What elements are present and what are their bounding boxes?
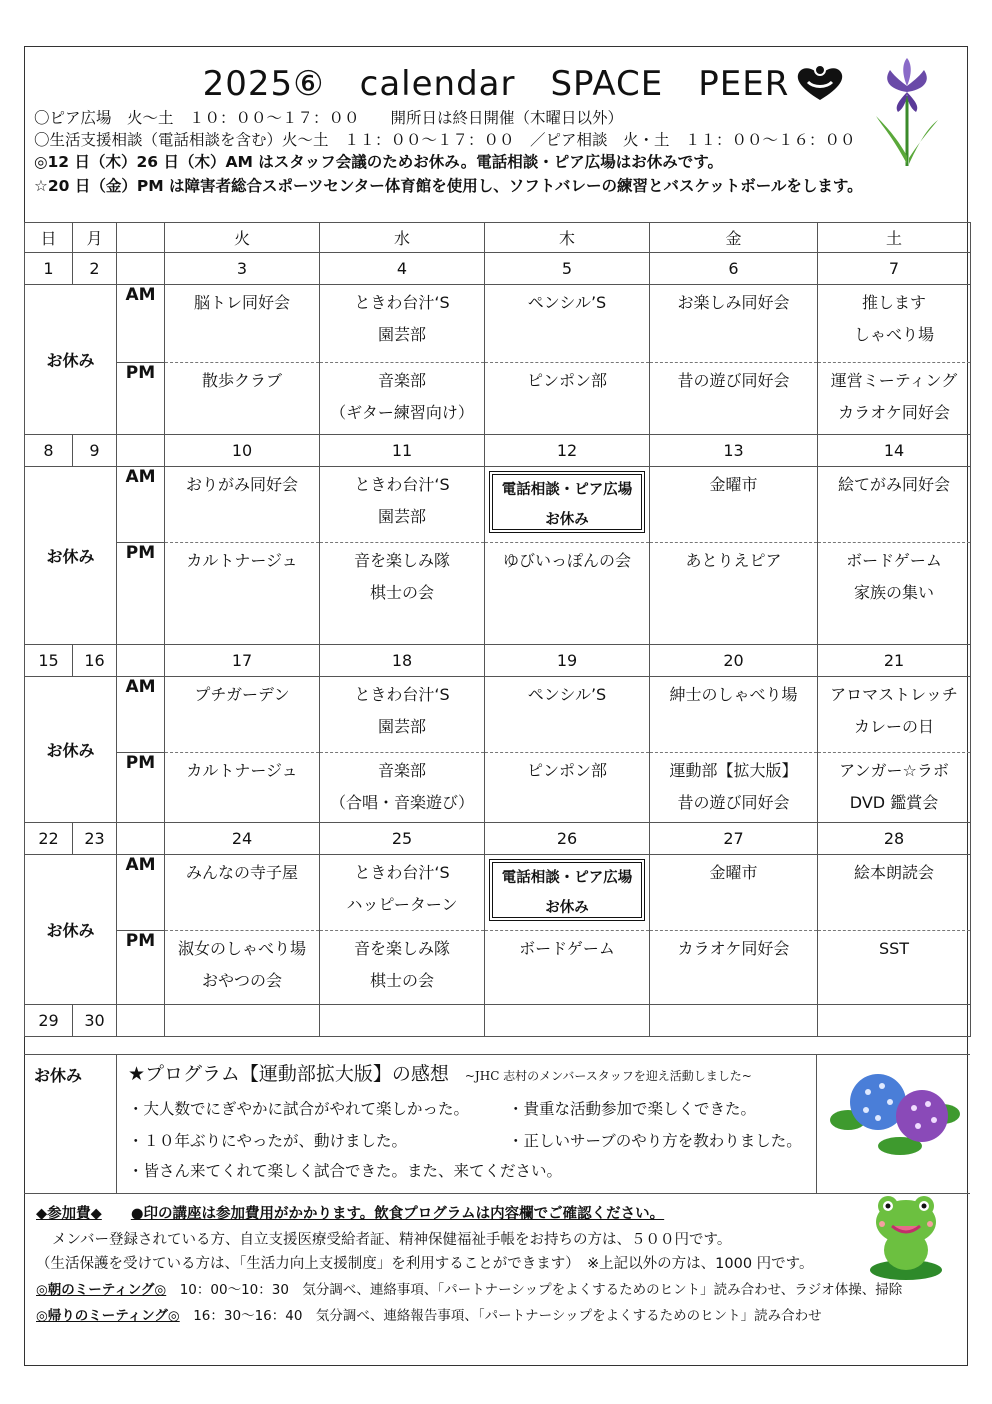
event-line: 音を楽しみ隊: [353, 939, 450, 958]
event-line: 淑女のしゃべり場: [177, 939, 306, 958]
date-sunday: 15: [25, 645, 73, 677]
event-cell: [165, 363, 320, 435]
event-line: しゃべり場: [853, 325, 934, 344]
date-sunday: 29: [25, 1005, 73, 1037]
event-cell: [650, 285, 818, 363]
event-line: あとりえピア: [685, 551, 782, 570]
event-line: カレーの日: [853, 717, 934, 736]
event-line: ハッピーターン: [346, 895, 458, 914]
feedback-item: ・皆さん来てくれて楽しく試合できた。また、来てください。: [128, 1162, 563, 1180]
event-line: 紳士のしゃべり場: [669, 685, 798, 704]
date-cell: 10: [165, 435, 320, 467]
event-text: [165, 543, 319, 577]
morning-meeting: ◎朝のミーティング◎ 10：00〜10：30 気分調べ、連絡事項、「パートナーシップをよくするためのヒント」読み合わせ、ラジオ体操、掃除: [36, 1282, 903, 1298]
event-line: 音楽部: [377, 371, 426, 390]
event-text: [320, 931, 484, 997]
date-monday: 16: [73, 645, 117, 677]
date-cell: 14: [818, 435, 971, 467]
date-sunday: 8: [25, 435, 73, 467]
date-monday: 9: [73, 435, 117, 467]
event-cell: [320, 677, 485, 753]
event-cell: [485, 363, 650, 435]
event-line: ゆびいっぽんの会: [502, 551, 631, 570]
am-label: AM: [117, 467, 165, 543]
event-line: 音楽部: [377, 761, 426, 780]
date-spacer: [117, 823, 165, 855]
event-text: [650, 677, 817, 711]
event-line: ときわ台汁‘S: [354, 685, 450, 704]
event-cell: [650, 467, 818, 543]
date-cell: 11: [320, 435, 485, 467]
event-cell: [818, 467, 971, 543]
event-text: [320, 543, 484, 609]
event-cell: [320, 363, 485, 435]
date-spacer: [117, 435, 165, 467]
closed-notice: [489, 471, 645, 533]
fee-line-2: （生活保護を受けている方は、「生活力向上支援制度」を利用することができます） ※上記以外の方は、1000 円です。: [36, 1256, 814, 1272]
event-line: 音を楽しみ隊: [353, 551, 450, 570]
event-line: 電話相談・ピア広場: [501, 870, 633, 886]
event-line: 園芸部: [377, 325, 426, 344]
event-line: 脳トレ同好会: [193, 293, 290, 312]
event-cell: [485, 855, 650, 931]
date-cell: 13: [650, 435, 818, 467]
event-text: [818, 677, 970, 743]
feedback-note: ~JHC 志村のメンバースタッフを迎え活動しました~: [464, 1069, 752, 1083]
event-text: [165, 285, 319, 319]
event-cell: [650, 677, 818, 753]
event-cell: [485, 753, 650, 823]
event-text: [650, 931, 817, 965]
event-line: アンガー☆ラボ: [839, 761, 949, 780]
date-cell: 26: [485, 823, 650, 855]
event-cell: [818, 543, 971, 645]
event-cell: [818, 363, 971, 435]
date-sunday: 1: [25, 253, 73, 285]
event-line: ピンポン部: [526, 761, 607, 780]
event-line: 絵本朗読会: [853, 863, 934, 882]
event-cell: [320, 467, 485, 543]
event-cell: [650, 753, 818, 823]
event-cell: [650, 543, 818, 645]
event-cell: [320, 855, 485, 931]
event-line: カラオケ同好会: [677, 939, 790, 958]
date-monday: 30: [73, 1005, 117, 1037]
event-cell: [818, 677, 971, 753]
event-cell: [165, 677, 320, 753]
event-line: プチガーデン: [194, 685, 290, 704]
event-line: ボードゲーム: [519, 939, 615, 958]
event-cell: [165, 855, 320, 931]
hydrangea-icon: [830, 1064, 960, 1156]
event-line: 金曜市: [709, 475, 758, 494]
date-monday: 2: [73, 253, 117, 285]
event-text: [818, 543, 970, 609]
event-line: 運営ミーティング: [830, 371, 958, 390]
open-hours-line: 〇ピア広場 火〜土 １０：００〜１７：００ 開所日は終日開催（木曜日以外）: [34, 109, 624, 127]
fee-line-1: メンバー登録されている方、自立支援医療受給者証、精神保健福祉手帳をお持ちの方は、５００円です。: [52, 1232, 732, 1248]
pm-label: PM: [117, 363, 165, 435]
date-cell: 3: [165, 253, 320, 285]
pm-label: PM: [117, 543, 165, 645]
day-off-label: お休み: [34, 1066, 83, 1085]
date-cell-empty: [320, 1005, 485, 1037]
event-line: ときわ台汁‘S: [354, 863, 450, 882]
event-text: [165, 855, 319, 889]
feedback-item: ・大人数でにぎやかに試合がやれて楽しかった。: [128, 1100, 470, 1118]
event-cell: [818, 753, 971, 823]
date-cell: 17: [165, 645, 320, 677]
event-line: カルトナージュ: [186, 551, 298, 570]
event-line: 棋士の会: [369, 971, 434, 990]
event-text: [320, 753, 484, 819]
day-off-label: お休み: [25, 467, 117, 645]
feedback-title: ★プログラム【運動部拡大版】の感想 ~JHC 志村のメンバースタッフを迎え活動しました~: [128, 1063, 752, 1085]
event-cell: [485, 467, 650, 543]
day-off-label: お休み: [25, 855, 117, 1005]
weekday-header: 水: [320, 223, 485, 253]
event-cell: [320, 753, 485, 823]
event-text: [650, 855, 817, 889]
event-text: [818, 285, 970, 351]
event-cell: [485, 285, 650, 363]
date-sunday: 22: [25, 823, 73, 855]
closed-notice: [489, 859, 645, 921]
feedback-item: ・正しいサーブのやり方を教わりました。: [508, 1132, 802, 1150]
event-cell: [818, 855, 971, 931]
feedback-item: ・貴重な活動参加で楽しくできた。: [508, 1100, 757, 1118]
event-text: [650, 543, 817, 577]
event-line: ペンシル’S: [527, 293, 607, 312]
date-cell: 19: [485, 645, 650, 677]
date-monday: 23: [73, 823, 117, 855]
date-cell: 4: [320, 253, 485, 285]
event-text: [485, 363, 649, 397]
event-line: おりがみ同好会: [185, 475, 298, 494]
event-cell: [165, 931, 320, 1005]
event-line: カラオケ同好会: [838, 403, 950, 422]
date-cell: 25: [320, 823, 485, 855]
date-cell-empty: [165, 1005, 320, 1037]
date-cell: 12: [485, 435, 650, 467]
event-cell: [650, 855, 818, 931]
date-cell-empty: [117, 1005, 165, 1037]
event-cell: [818, 285, 971, 363]
event-text: [320, 285, 484, 351]
date-cell: 27: [650, 823, 818, 855]
am-label: AM: [117, 677, 165, 753]
event-cell: [485, 677, 650, 753]
event-cell: [485, 931, 650, 1005]
event-line: （合唱・音楽遊び）: [329, 793, 474, 812]
event-text: [165, 363, 319, 397]
event-cell: [165, 285, 320, 363]
event-line: ときわ台汁‘S: [354, 293, 450, 312]
calendar-table: [24, 222, 971, 1037]
event-cell: [320, 543, 485, 645]
event-cell: [165, 753, 320, 823]
page-title: 2025⑥ calendar SPACE PEER: [202, 64, 790, 104]
pm-label: PM: [117, 931, 165, 1005]
am-label: AM: [117, 855, 165, 931]
event-cell: [165, 543, 320, 645]
evening-meeting: ◎帰りのミーティング◎ 16：30〜16：40 気分調べ、連絡報告事項、「パートナーシップをよくするためのヒント」読み合わせ: [36, 1308, 822, 1324]
date-cell: 6: [650, 253, 818, 285]
event-text: [485, 285, 649, 319]
event-text: [818, 931, 970, 965]
event-cell: [485, 543, 650, 645]
event-text: [165, 753, 319, 787]
event-line: 運動部【拡大版】: [669, 761, 798, 780]
event-text: [485, 753, 649, 787]
event-text: [165, 677, 319, 711]
event-line: みんなの寺子屋: [185, 863, 298, 882]
event-text: [485, 677, 649, 711]
staff-meeting-notice: ◎12 日（木）26 日（木）AM はスタッフ会議のためお休み。電話相談・ピア広場はお休みです。: [34, 153, 723, 171]
event-line: DVD 鑑賞会: [849, 793, 939, 812]
event-text: [165, 467, 319, 501]
event-cell: [650, 931, 818, 1005]
event-line: 金曜市: [709, 863, 758, 882]
event-cell: [650, 363, 818, 435]
weekday-header: 月: [73, 223, 117, 253]
feedback-item: ・１０年ぶりにやったが、動けました。: [128, 1132, 408, 1150]
am-label: AM: [117, 285, 165, 363]
consultation-hours-line: 〇生活支援相談（電話相談を含む）火〜土 １１：００〜１７：００ ／ピア相談 火・土 １１：００〜１６：００: [34, 131, 856, 149]
weekday-header: 金: [650, 223, 818, 253]
peer-logo-icon: [794, 62, 846, 102]
event-text: [818, 855, 970, 889]
frog-icon: [866, 1192, 946, 1282]
day-off-label: お休み: [25, 285, 117, 435]
event-text: [320, 467, 484, 533]
event-line: お休み: [545, 900, 589, 916]
event-cell: [320, 931, 485, 1005]
event-line: カルトナージュ: [186, 761, 298, 780]
event-line: お休み: [545, 512, 589, 528]
event-line: 昔の遊び同好会: [677, 793, 790, 812]
weekday-header: 木: [485, 223, 650, 253]
date-cell-empty: [485, 1005, 650, 1037]
feedback-section: [24, 1054, 970, 1193]
event-line: 棋士の会: [369, 583, 434, 602]
event-line: SST: [878, 939, 910, 958]
event-line: おやつの会: [201, 971, 282, 990]
event-text: [818, 753, 970, 819]
event-text: [320, 363, 484, 429]
event-cell: [320, 285, 485, 363]
date-cell: 7: [818, 253, 971, 285]
date-cell: 18: [320, 645, 485, 677]
event-text: [650, 467, 817, 501]
fee-notice: ◆参加費◆ ●印の講座は参加費用がかかります。飲食プログラムは内容欄でご確認ください。: [36, 1206, 665, 1222]
event-line: 園芸部: [377, 507, 426, 526]
date-spacer: [117, 645, 165, 677]
event-line: 絵てがみ同好会: [837, 475, 950, 494]
weekday-header: 火: [165, 223, 320, 253]
event-text: [650, 363, 817, 397]
event-line: 家族の集い: [853, 583, 934, 602]
day-off-label: お休み: [25, 677, 117, 823]
date-cell: 21: [818, 645, 971, 677]
pm-label: PM: [117, 753, 165, 823]
event-cell: [818, 931, 971, 1005]
event-text: [320, 677, 484, 743]
event-line: 電話相談・ピア広場: [501, 482, 633, 498]
event-line: アロマストレッチ: [830, 685, 958, 704]
event-line: ボードゲーム: [846, 551, 942, 570]
event-text: [165, 931, 319, 997]
event-text: [485, 543, 649, 577]
event-text: [485, 931, 649, 965]
event-text: [818, 467, 970, 501]
date-cell: 24: [165, 823, 320, 855]
date-cell-empty: [650, 1005, 818, 1037]
date-cell: 28: [818, 823, 971, 855]
event-line: （ギター練習向け）: [330, 403, 474, 422]
event-cell: [165, 467, 320, 543]
date-cell-empty: [818, 1005, 971, 1037]
event-line: 散歩クラブ: [201, 371, 282, 390]
event-line: ピンポン部: [526, 371, 607, 390]
event-text: [320, 855, 484, 921]
event-line: お楽しみ同好会: [677, 293, 790, 312]
date-spacer: [117, 253, 165, 285]
weekday-header: 土: [818, 223, 971, 253]
event-line: ときわ台汁‘S: [354, 475, 450, 494]
date-cell: 20: [650, 645, 818, 677]
event-line: 昔の遊び同好会: [677, 371, 790, 390]
weekday-header: [117, 223, 165, 253]
event-text: [650, 285, 817, 319]
date-cell: 5: [485, 253, 650, 285]
event-text: [650, 753, 817, 819]
fee-label: ◆参加費◆: [36, 1206, 102, 1222]
event-text: [818, 363, 970, 429]
event-line: 園芸部: [377, 717, 426, 736]
iris-flower-icon: [872, 56, 942, 168]
event-line: 推します: [861, 293, 926, 312]
event-line: ペンシル’S: [527, 685, 607, 704]
sports-center-notice: ☆20 日（金）PM は障害者総合スポーツセンター体育館を使用し、ソフトバレーの練習とバスケットボールをします。: [34, 177, 863, 195]
weekday-header: 日: [25, 223, 73, 253]
